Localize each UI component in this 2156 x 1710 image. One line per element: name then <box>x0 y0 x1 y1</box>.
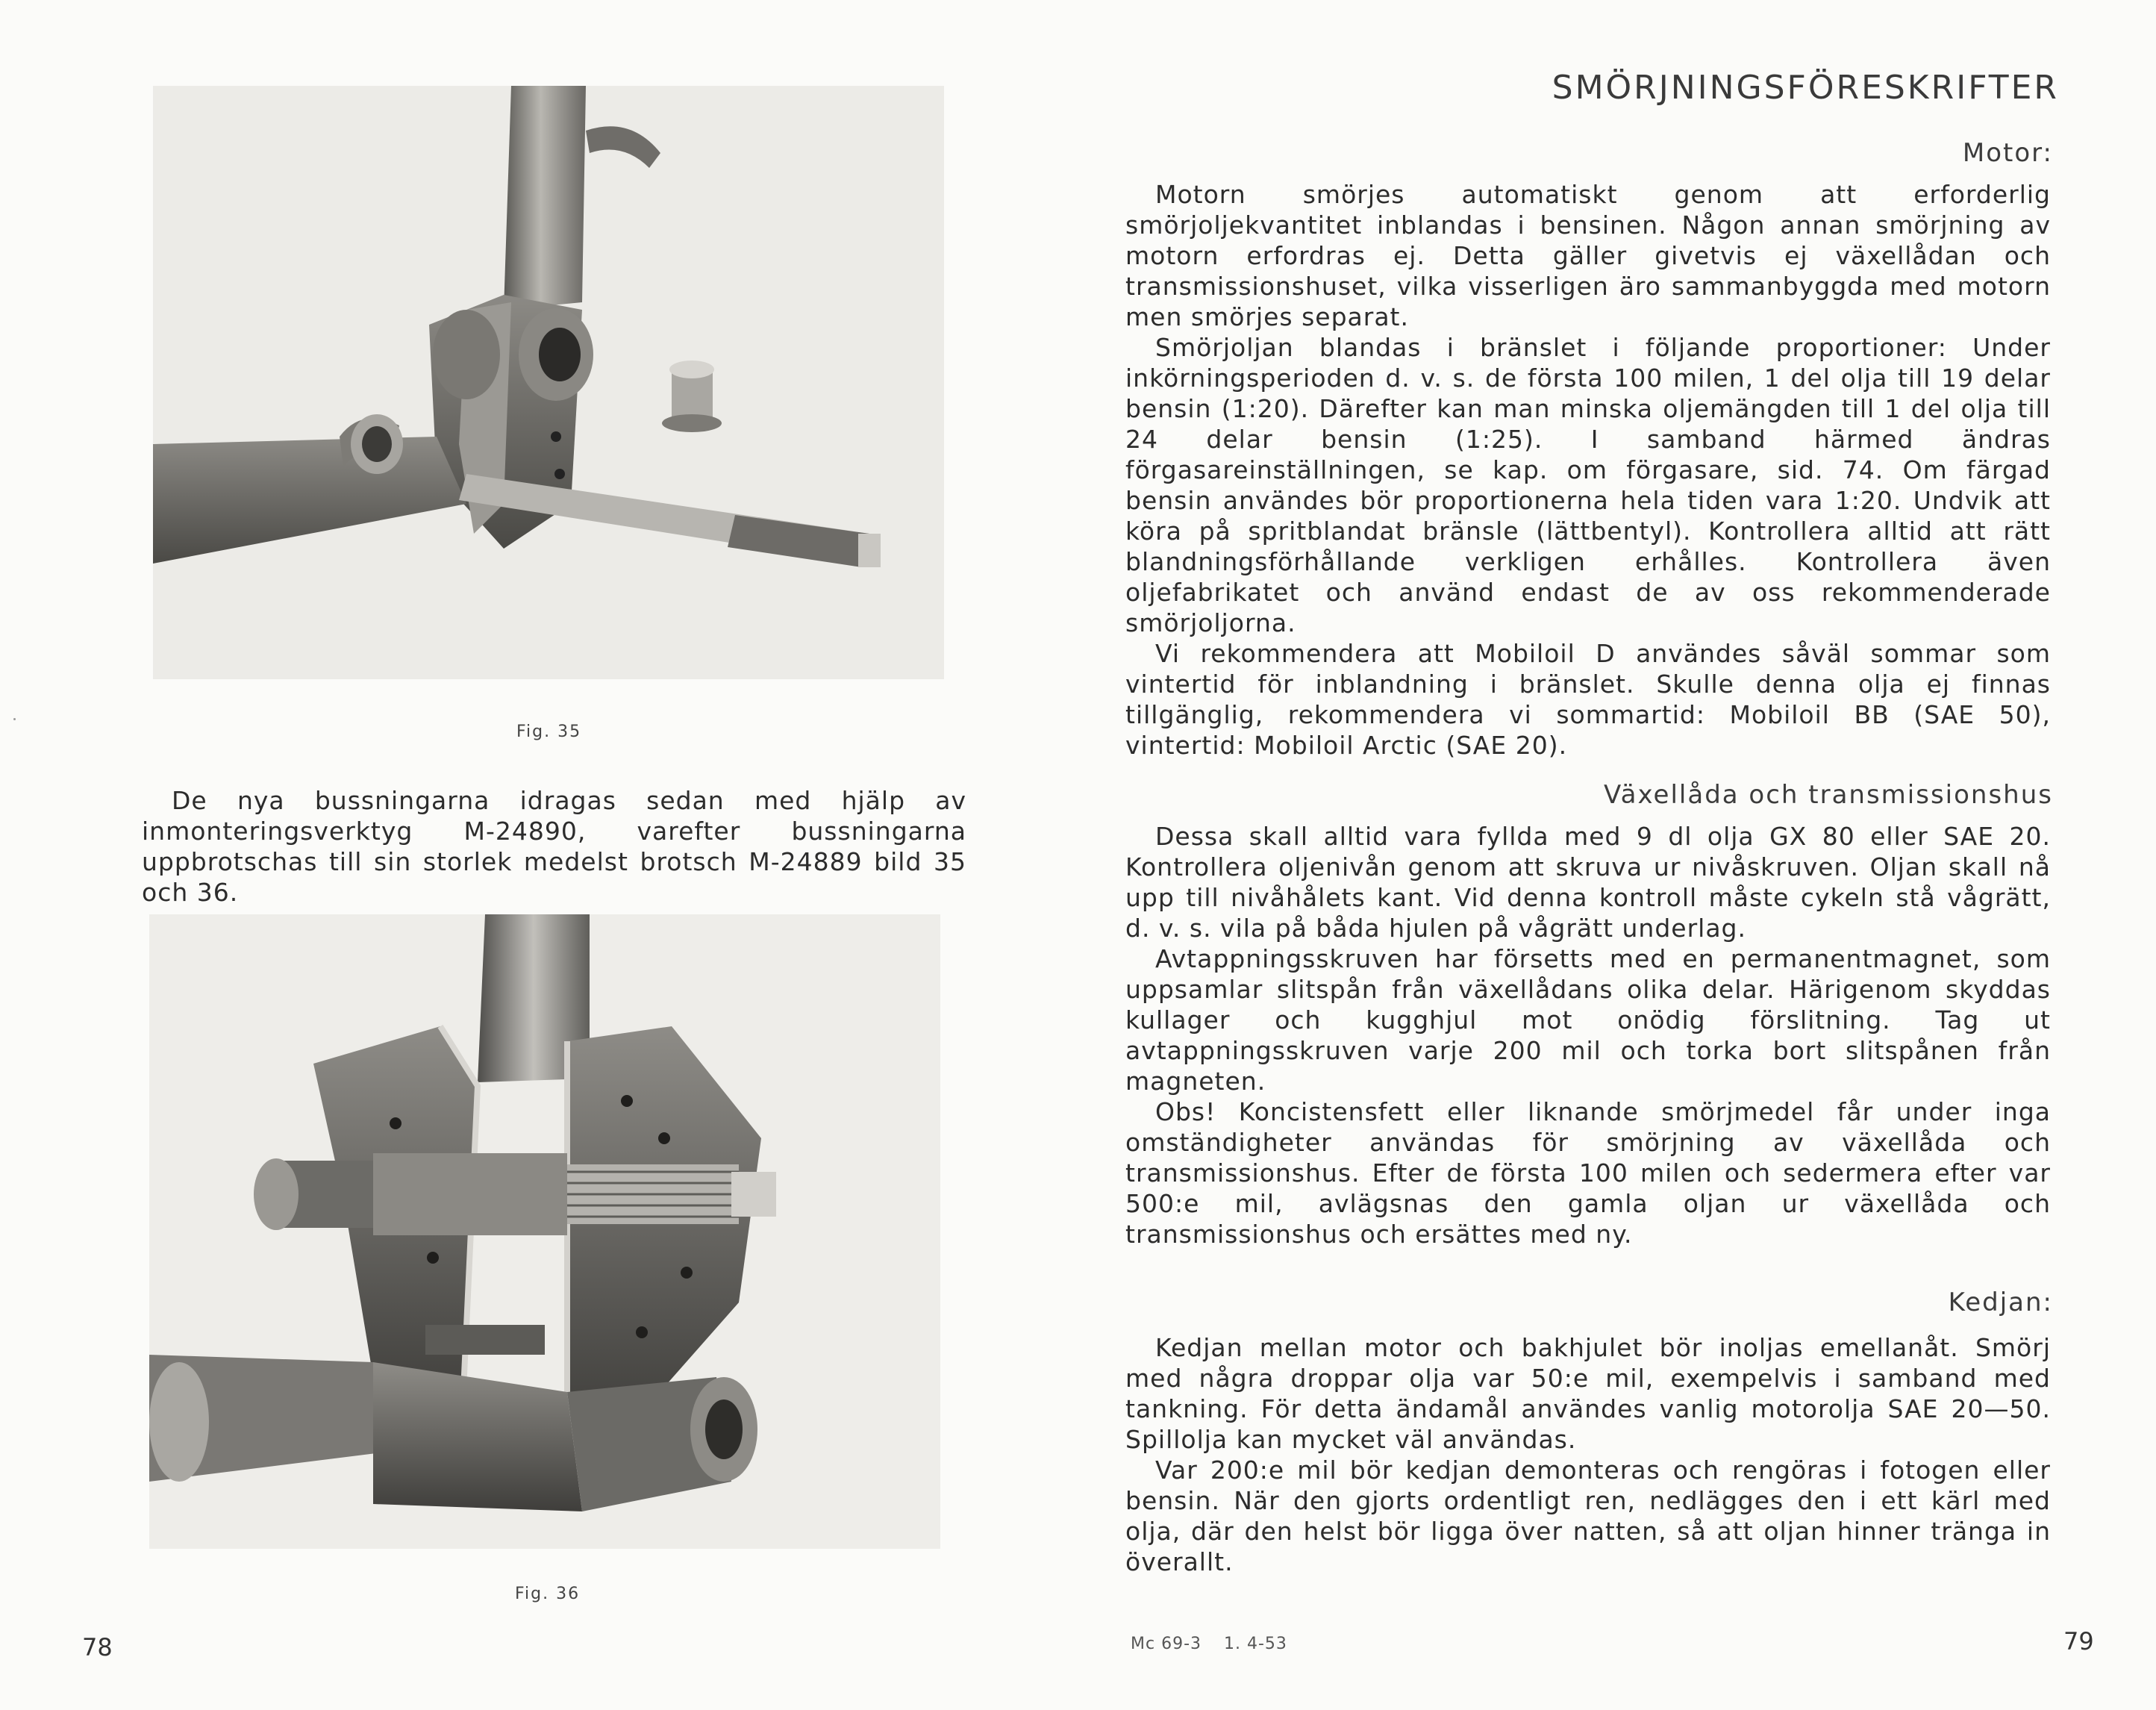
figure-36-photo <box>149 914 940 1549</box>
section-motor-body <box>1125 179 2051 761</box>
page-title: SMÖRJNINGSFÖRESKRIFTER <box>1552 69 2059 107</box>
figure-36-caption: Fig. 36 <box>515 1585 581 1603</box>
section-chain-body <box>1125 1332 2051 1577</box>
left-body-text <box>142 785 966 908</box>
motor-paragraph: Vi rekommendera att Mobiloil D användes såväl sommar som vintertid för inblandning i bränslet. Skulle denna olja ej finnas tillgänglig, rekommendera vi sommartid: Mobiloil BB (SAE 50), vintertid: Mobiloil Arctic (SAE 20). <box>1125 639 2051 760</box>
gearbox-paragraph: Obs! Koncistensfett eller liknande smörjmedel får under inga omständigheter användas för smörjning av växellåda och transmissionshus. Efter de första 100 milen och sedermera efter var 500:e mil, avlägsnas den gamla oljan ur växellåda och transmissionshus och ersättes med ny. <box>1125 1097 2051 1249</box>
section-heading-chain: Kedjan: <box>1948 1288 2053 1317</box>
page-number-left: 78 <box>82 1633 113 1661</box>
section-heading-gearbox: Växellåda och transmissionshus <box>1604 780 2053 810</box>
motor-paragraph: Motorn smörjes automatiskt genom att erforderlig smörjoljekvantitet inblandas i bensinen. Någon annan smörjning av motorn erfordras ej. Detta gäller givetvis ej växellådan och transmissionshuset, vilka visserligen äro sammanbyggda med motorn men smörjes separat. <box>1125 180 2051 331</box>
gearbox-paragraph: Dessa skall alltid vara fyllda med 9 dl olja GX 80 eller SAE 20. Kontrollera oljenivån genom att skruva ur nivåskruven. Oljan skall nå upp till nivåhålets kant. Vid denna kontroll måste cykeln stå vågrätt, d. v. s. vila på båda hjulen på vågrätt underlag. <box>1125 822 2051 943</box>
page-number-right: 79 <box>2063 1627 2094 1656</box>
figure-35-photo <box>153 86 944 679</box>
footer-date: 1. 4-53 <box>1224 1635 1287 1653</box>
right-page <box>1075 0 2156 1710</box>
chain-paragraph: Kedjan mellan motor och bakhjulet bör inoljas emellanåt. Smörj med några droppar olja var 50:e mil, exempelvis i samband med tankning. För detta ändamål användes vanlig motorolja SAE 20—50. Spillolja kan mycket väl användas. <box>1125 1333 2051 1454</box>
scan-speck <box>13 718 16 720</box>
gearbox-paragraph: Avtappningsskruven har försetts med en permanentmagnet, som uppsamlar slitspån från växellådans olika delar. Härigenom skyddas kullager och kugghjul mot onödig förslitning. Tag ut avtappningsskruven varje 200 mil och torka bort slitspånen från magneten. <box>1125 944 2051 1096</box>
left-body-paragraph: De nya bussningarna idragas sedan med hjälp av inmonteringsverktyg M-24890, varefter bussningarna uppbrotschas till sin storlek medelst brotsch M-24889 bild 35 och 36. <box>142 786 966 907</box>
figure-35-caption: Fig. 35 <box>516 723 582 741</box>
chain-paragraph: Var 200:e mil bör kedjan demonteras och rengöras i fotogen eller bensin. När den gjorts ordentligt ren, nedlägges den i ett kärl med olja, där den helst bör ligga över natten, så att oljan hinner tränga in överallt. <box>1125 1455 2051 1576</box>
motor-paragraph: Smörjoljan blandas i bränslet i följande proportioner: Under inkörningsperioden d. v. s. de första 100 milen, 1 del olja till 19 delar bensin (1:20). Därefter kan man minska oljemängden till 1 del olja till 24 delar bensin (1:25). I samband härmed ändras förgasareinställningen, se kap. om förgasare, sid. 74. Om färgad bensin användes bör proportionerna hela tiden vara 1:20. Undvik att köra på spritblandat bränsle (lättbentyl). Kontrollera alltid att rätt blandningsförhållande verkligen erhålles. Kontrollera även oljefabrikatet och använd endast de av oss rekommenderade smörjoljorna. <box>1125 333 2051 637</box>
section-heading-motor: Motor: <box>1962 138 2053 168</box>
left-page <box>0 0 1075 1710</box>
section-gearbox-body <box>1125 821 2051 1249</box>
footer-document-code: Mc 69-3 <box>1131 1635 1202 1653</box>
